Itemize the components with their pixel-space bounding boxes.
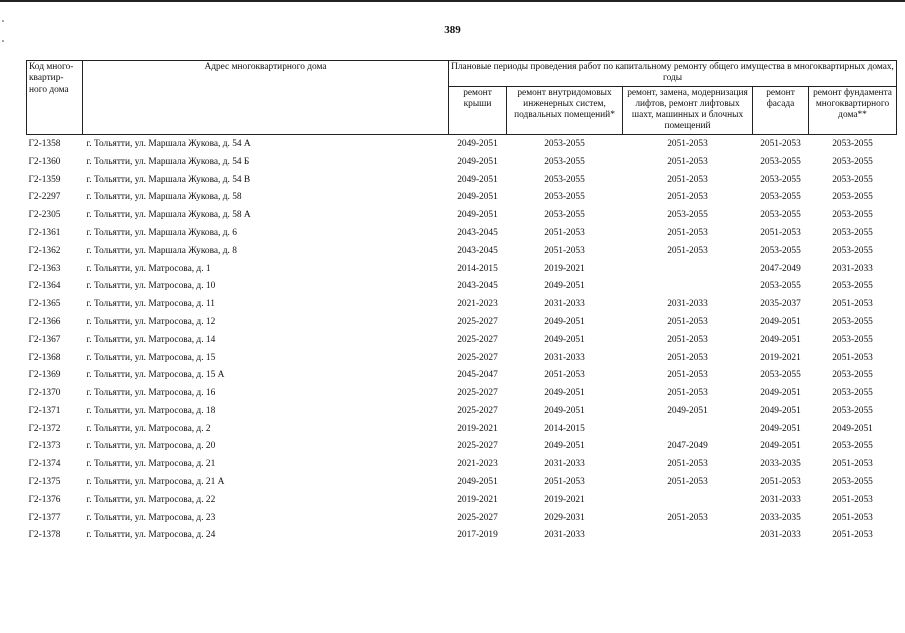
cell-roof: 2049-2051 [457,138,498,149]
cell-elevators: 2051-2053 [667,477,708,488]
cell-elevators: 2049-2051 [667,405,708,416]
cell-address: г. Тольятти, ул. Маршала Жукова, д. 54 Б [86,156,250,167]
column-header-foundation: ремонт фундамента многоквартирного дома** [809,86,897,134]
cell-code: Г2-1361 [28,227,61,238]
cell-foundation: 2053-2055 [832,405,873,416]
cell-foundation: 2053-2055 [832,441,873,452]
table-row [27,367,897,385]
cell-address: г. Тольятти, ул. Маршала Жукова, д. 58 [86,192,242,203]
cell-systems: 2019-2021 [544,494,585,505]
capital-repair-schedule-table [26,60,897,545]
cell-roof: 2045-2047 [457,370,498,381]
cell-elevators: 2051-2053 [667,156,708,167]
cell-elevators: 2051-2053 [667,512,708,523]
cell-facade: 2019-2021 [760,352,801,363]
table-row [27,171,897,189]
table-row [27,189,897,207]
cell-code: Г2-1366 [28,316,61,327]
cell-address: г. Тольятти, ул. Матросова, д. 12 [86,316,216,327]
cell-address: г. Тольятти, ул. Маршала Жукова, д. 54 В [86,174,251,185]
cell-address: г. Тольятти, ул. Матросова, д. 15 [86,352,216,363]
cell-roof: 2043-2045 [457,281,498,292]
cell-facade: 2049-2051 [760,423,801,434]
cell-address: г. Тольятти, ул. Маршала Жукова, д. 8 [86,245,237,256]
table-header [27,61,897,135]
cell-systems: 2053-2055 [544,174,585,185]
cell-foundation: 2053-2055 [832,192,873,203]
cell-facade: 2031-2033 [760,530,801,541]
cell-elevators: 2053-2055 [667,210,708,221]
cell-roof: 2043-2045 [457,227,498,238]
cell-elevators: 2051-2053 [667,352,708,363]
cell-foundation: 2053-2055 [832,388,873,399]
cell-roof: 2019-2021 [457,494,498,505]
page-number: 389 [444,24,461,36]
cell-facade: 2049-2051 [760,441,801,452]
cell-code: Г2-1363 [28,263,61,274]
cell-systems: 2031-2033 [544,459,585,470]
cell-elevators: 2051-2053 [667,388,708,399]
cell-elevators: 2051-2053 [667,227,708,238]
cell-foundation: 2051-2053 [832,512,873,523]
column-header-elevators: ремонт, замена, модернизация лифтов, ремонт лифтовых шахт, машинных и блочных помещений [623,86,753,134]
cell-systems: 2049-2051 [544,281,585,292]
cell-code: Г2-1362 [28,245,61,256]
table-row [27,278,897,296]
cell-elevators: 2051-2053 [667,316,708,327]
column-header-code: Код много-квартир-ного дома [27,61,83,135]
cell-code: Г2-2297 [28,192,61,203]
table-row [27,260,897,278]
cell-roof: 2043-2045 [457,245,498,256]
cell-elevators: 2051-2053 [667,334,708,345]
cell-code: Г2-1360 [28,156,61,167]
cell-address: г. Тольятти, ул. Матросова, д. 15 А [86,370,225,381]
cell-foundation: 2051-2053 [832,299,873,310]
cell-elevators: 2051-2053 [667,192,708,203]
cell-code: Г2-1375 [28,477,61,488]
table-row [27,456,897,474]
table-row [27,385,897,403]
cell-roof: 2049-2051 [457,192,498,203]
table-row [27,403,897,421]
table-row [27,331,897,349]
header-row [27,61,897,87]
cell-systems: 2049-2051 [544,405,585,416]
cell-code: Г2-1369 [28,370,61,381]
cell-systems: 2053-2055 [544,138,585,149]
table-row [27,134,897,153]
cell-facade: 2047-2049 [760,263,801,274]
cell-address: г. Тольятти, ул. Маршала Жукова, д. 54 А [86,138,251,149]
cell-roof: 2021-2023 [457,299,498,310]
cell-address: г. Тольятти, ул. Матросова, д. 21 А [86,477,225,488]
cell-facade: 2053-2055 [760,210,801,221]
scan-mark [2,40,4,42]
cell-code: Г2-1371 [28,405,61,416]
cell-facade: 2053-2055 [760,245,801,256]
column-header-address: Адрес многоквартирного дома [83,61,449,135]
table-row [27,242,897,260]
cell-elevators: 2047-2049 [667,441,708,452]
cell-facade: 2049-2051 [760,388,801,399]
cell-address: г. Тольятти, ул. Матросова, д. 23 [86,512,216,523]
cell-systems: 2049-2051 [544,316,585,327]
cell-systems: 2031-2033 [544,299,585,310]
cell-code: Г2-1367 [28,334,61,345]
cell-foundation: 2053-2055 [832,334,873,345]
cell-foundation: 2053-2055 [832,370,873,381]
table-row [27,438,897,456]
cell-elevators [623,260,753,278]
cell-foundation: 2051-2053 [832,459,873,470]
cell-code: Г2-1378 [28,530,61,541]
cell-facade: 2031-2033 [760,494,801,505]
cell-roof: 2019-2021 [457,423,498,434]
cell-systems: 2029-2031 [544,512,585,523]
cell-roof: 2025-2027 [457,352,498,363]
cell-facade: 2053-2055 [760,281,801,292]
table-row [27,207,897,225]
cell-elevators: 2031-2033 [667,299,708,310]
table-row [27,296,897,314]
cell-foundation: 2053-2055 [832,281,873,292]
cell-foundation: 2053-2055 [832,245,873,256]
cell-roof: 2049-2051 [457,174,498,185]
column-header-roof: ремонт крыши [449,86,507,134]
cell-address: г. Тольятти, ул. Матросова, д. 24 [86,530,216,541]
cell-roof: 2025-2027 [457,512,498,523]
table-row [27,420,897,438]
table-row [27,349,897,367]
cell-code: Г2-1359 [28,174,61,185]
cell-facade: 2033-2035 [760,459,801,470]
cell-systems: 2053-2055 [544,192,585,203]
cell-roof: 2025-2027 [457,334,498,345]
cell-systems: 2053-2055 [544,156,585,167]
table-row [27,527,897,545]
cell-systems: 2049-2051 [544,388,585,399]
cell-roof: 2014-2015 [457,263,498,274]
cell-systems: 2051-2053 [544,245,585,256]
cell-code: Г2-1358 [28,138,61,149]
cell-roof: 2025-2027 [457,441,498,452]
cell-roof: 2025-2027 [457,405,498,416]
column-header-periods: Плановые периоды проведения работ по капитальному ремонту общего имущества в многоквартирных домах, годы [449,61,897,87]
cell-facade: 2049-2051 [760,334,801,345]
cell-foundation: 2053-2055 [832,210,873,221]
cell-address: г. Тольятти, ул. Матросова, д. 11 [86,299,215,310]
cell-elevators [623,527,753,545]
cell-address: г. Тольятти, ул. Маршала Жукова, д. 6 [86,227,237,238]
cell-address: г. Тольятти, ул. Матросова, д. 20 [86,441,216,452]
cell-code: Г2-1372 [28,423,61,434]
cell-roof: 2049-2051 [457,477,498,488]
cell-systems: 2049-2051 [544,441,585,452]
cell-systems: 2051-2053 [544,477,585,488]
cell-code: Г2-1368 [28,352,61,363]
cell-code: Г2-2305 [28,210,61,221]
cell-facade: 2049-2051 [760,316,801,327]
cell-foundation: 2053-2055 [832,477,873,488]
cell-facade: 2035-2037 [760,299,801,310]
table-row [27,153,897,171]
cell-roof: 2021-2023 [457,459,498,470]
cell-foundation: 2051-2053 [832,530,873,541]
table-row [27,225,897,243]
cell-elevators: 2051-2053 [667,370,708,381]
cell-foundation: 2053-2055 [832,316,873,327]
cell-roof: 2049-2051 [457,156,498,167]
cell-systems: 2014-2015 [544,423,585,434]
cell-systems: 2051-2053 [544,370,585,381]
cell-address: г. Тольятти, ул. Матросова, д. 21 [86,459,216,470]
cell-address: г. Тольятти, ул. Матросова, д. 10 [86,281,216,292]
scan-mark [2,20,4,22]
cell-facade: 2051-2053 [760,138,801,149]
cell-facade: 2053-2055 [760,174,801,185]
cell-code: Г2-1373 [28,441,61,452]
cell-foundation: 2053-2055 [832,156,873,167]
cell-roof: 2025-2027 [457,388,498,399]
cell-foundation: 2031-2033 [832,263,873,274]
cell-address: г. Тольятти, ул. Матросова, д. 18 [86,405,216,416]
cell-systems: 2019-2021 [544,263,585,274]
cell-foundation: 2051-2053 [832,494,873,505]
cell-elevators [623,492,753,510]
cell-code: Г2-1364 [28,281,61,292]
top-rule [0,0,905,2]
cell-code: Г2-1365 [28,299,61,310]
cell-systems: 2051-2053 [544,227,585,238]
table-row [27,474,897,492]
cell-address: г. Тольятти, ул. Матросова, д. 14 [86,334,216,345]
cell-systems: 2049-2051 [544,334,585,345]
cell-code: Г2-1377 [28,512,61,523]
cell-code: Г2-1374 [28,459,61,470]
cell-facade: 2049-2051 [760,405,801,416]
cell-address: г. Тольятти, ул. Матросова, д. 2 [86,423,211,434]
cell-address: г. Тольятти, ул. Матросова, д. 1 [86,263,211,274]
cell-code: Г2-1370 [28,388,61,399]
cell-foundation: 2053-2055 [832,174,873,185]
cell-elevators [623,278,753,296]
table-row [27,509,897,527]
cell-roof: 2017-2019 [457,530,498,541]
cell-foundation: 2049-2051 [832,423,873,434]
cell-elevators: 2051-2053 [667,459,708,470]
cell-facade: 2033-2035 [760,512,801,523]
cell-systems: 2031-2033 [544,352,585,363]
cell-elevators [623,420,753,438]
column-header-facade: ремонт фасада [753,86,809,134]
cell-address: г. Тольятти, ул. Матросова, д. 22 [86,494,216,505]
cell-address: г. Тольятти, ул. Матросова, д. 16 [86,388,216,399]
cell-foundation: 2053-2055 [832,227,873,238]
cell-roof: 2025-2027 [457,316,498,327]
cell-facade: 2053-2055 [760,192,801,203]
cell-address: г. Тольятти, ул. Маршала Жукова, д. 58 А [86,210,251,221]
cell-systems: 2053-2055 [544,210,585,221]
table-body [27,134,897,545]
cell-elevators: 2051-2053 [667,245,708,256]
cell-elevators: 2051-2053 [667,174,708,185]
cell-facade: 2053-2055 [760,370,801,381]
cell-code: Г2-1376 [28,494,61,505]
cell-facade: 2051-2053 [760,227,801,238]
cell-foundation: 2051-2053 [832,352,873,363]
cell-facade: 2053-2055 [760,156,801,167]
cell-facade: 2051-2053 [760,477,801,488]
column-header-systems: ремонт внутридомовых инженерных систем, подвальных помещений* [507,86,623,134]
table-row [27,492,897,510]
cell-systems: 2031-2033 [544,530,585,541]
cell-roof: 2049-2051 [457,210,498,221]
cell-elevators: 2051-2053 [667,138,708,149]
cell-foundation: 2053-2055 [832,138,873,149]
table-row [27,314,897,332]
